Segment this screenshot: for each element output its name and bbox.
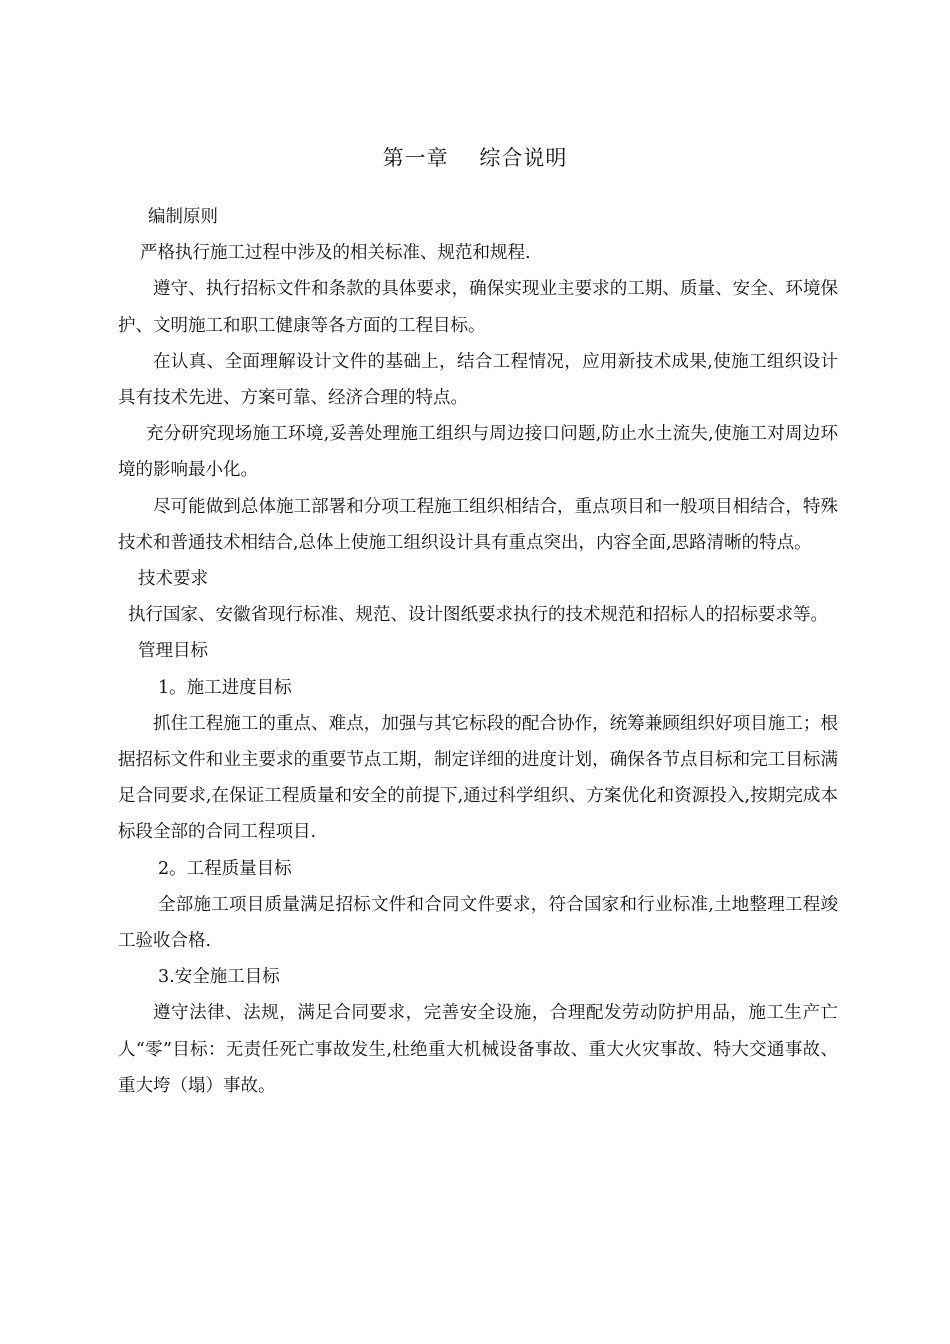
paragraph: 遵守法律、法规，满足合同要求，完善安全设施，合理配发劳动防护用品，施工生产亡人“零”目标：无责任死亡事故发生,杜绝重大机械设备事故、重大火灾事故、特大交通事故、重大垮（塌）事故。 <box>118 1003 838 1096</box>
section-heading-management: 管理目标 <box>138 641 208 662</box>
section-heading-principles: 编制原则 <box>148 207 218 227</box>
paragraph: 严格执行施工过程中涉及的相关标准、规范和规程. <box>140 243 531 264</box>
chapter-title: 第一章 综合说明 <box>382 146 568 170</box>
document-body <box>118 199 838 1104</box>
paragraph: 抓住工程施工的重点、难点，加强与其它标段的配合协作，统筹兼顾组织好项目施工；根据招标文件和业主要求的重要节点工期，制定详细的进度计划，确保各节点目标和完工目标满足合同要求,在保证工程质量和安全的前提下,通过科学组织、方案优化和资源投入,按期完成本标段全部的合同工程项目. <box>118 713 838 843</box>
paragraph: 执行国家、安徽省现行标准、规范、设计图纸要求执行的技术规范和招标人的招标要求等。 <box>128 605 828 626</box>
paragraph: 尽可能做到总体施工部署和分项工程施工组织相结合，重点项目和一般项目相结合，特殊技术和普通技术相结合,总体上使施工组织设计具有重点突出，内容全面,思路清晰的特点。 <box>118 496 838 553</box>
paragraph: 在认真、全面理解设计文件的基础上，结合工程情况，应用新技术成果,使施工组织设计具有技术先进、方案可靠、经济合理的特点。 <box>118 351 838 409</box>
subsection-heading-quality: 2。工程质量目标 <box>158 858 292 879</box>
subsection-heading-schedule: 1。施工进度目标 <box>158 677 292 698</box>
subsection-heading-safety: 3.安全施工目标 <box>158 967 280 988</box>
paragraph: 充分研究现场施工环境,妥善处理施工组织与周边接口问题,防止水土流失,使施工对周边环境的影响最小化。 <box>118 424 838 481</box>
paragraph: 全部施工项目质量满足招标文件和合同文件要求，符合国家和行业标准,土地整理工程竣工验收合格. <box>118 894 838 952</box>
paragraph: 遵守、执行招标文件和条款的具体要求，确保实现业主要求的工期、质量、安全、环境保护、文明施工和职工健康等各方面的工程目标。 <box>118 279 838 336</box>
section-heading-technical: 技术要求 <box>138 569 208 590</box>
